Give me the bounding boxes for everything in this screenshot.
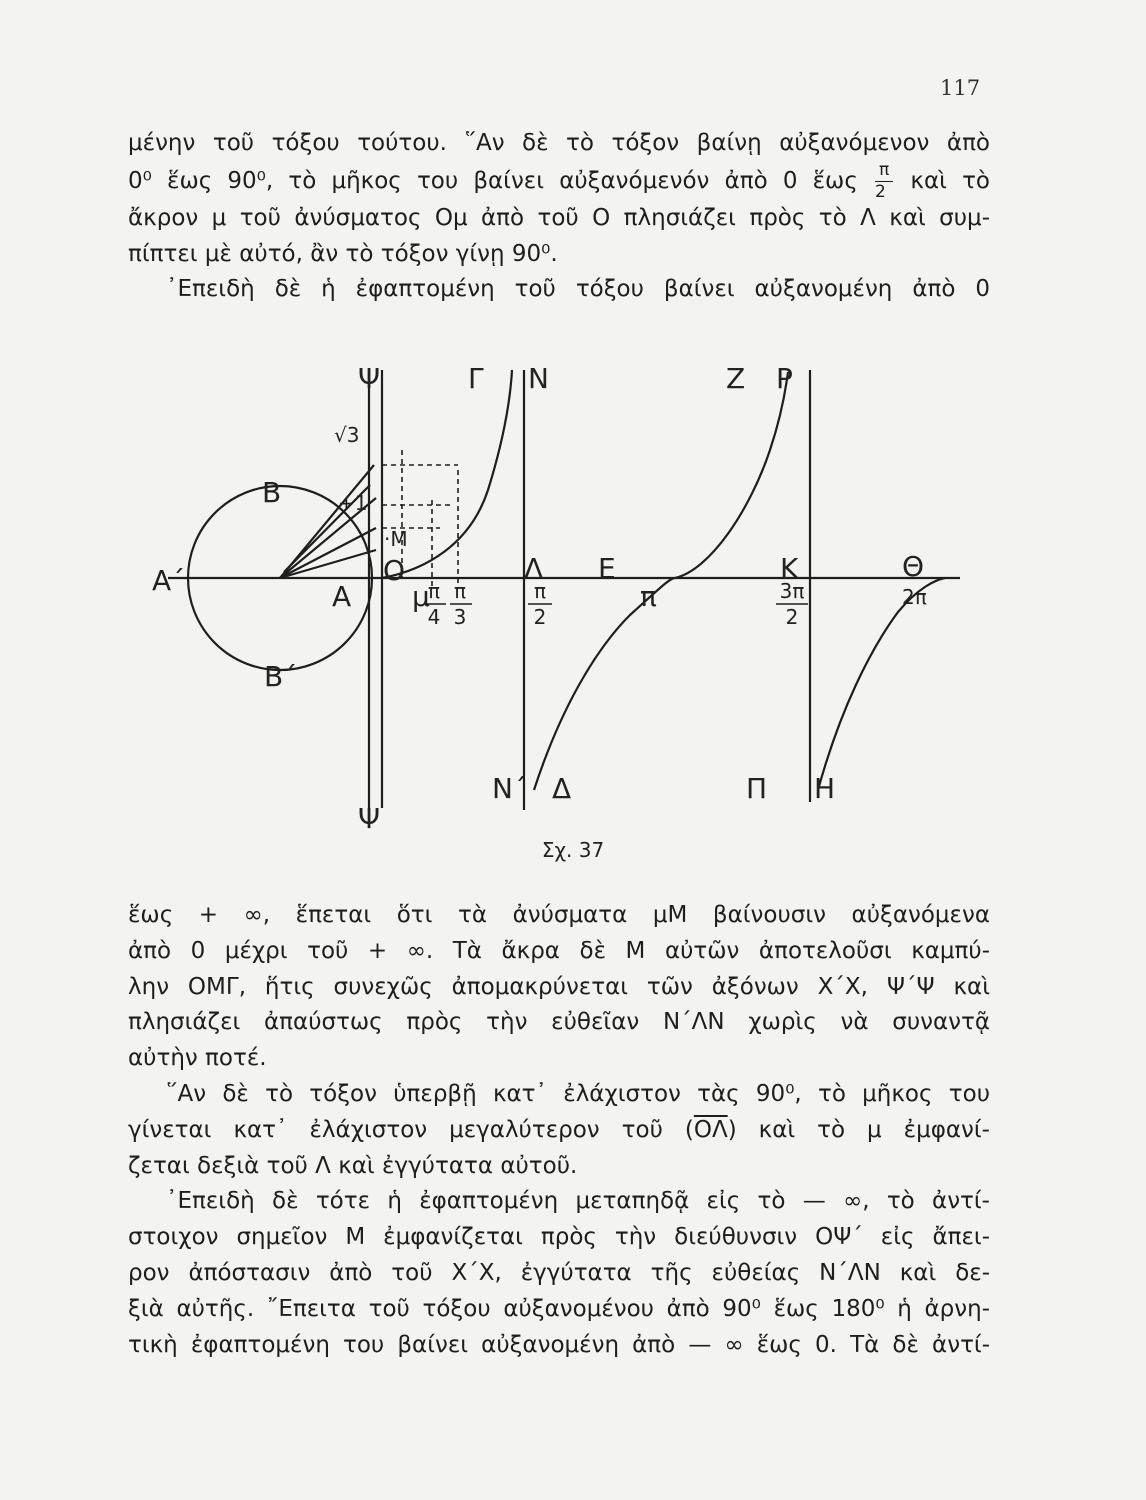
- tangent-curve-branch-2: [534, 372, 788, 790]
- text-line: ζεται δεξιὰ τοῦ Λ καὶ ἐγγύτατα αὐτοῦ.: [128, 1152, 578, 1179]
- label-three-pi2-num: 3π: [779, 579, 805, 603]
- text-line: ρον ἀπόστασιν ἀπὸ τοῦ Χ΄Χ, ἐγγύτατα τῆς εὐθείας Ν΄ΛΝ καὶ δε-: [128, 1259, 990, 1286]
- label-zeta: Ζ: [726, 362, 746, 395]
- label-lambda: Λ: [524, 552, 544, 585]
- text-line: ξιὰ αὐτῆς. ῎Επειτα τοῦ τόξου αὐξανομένου ἀπὸ 90⁰ ἕως 180⁰ ἡ ἀρνη-: [128, 1295, 990, 1322]
- text-line: μένην τοῦ τόξου τούτου. ῞Αν δὲ τὸ τόξον βαίνῃ αὐξανόμενον ἀπὸ: [128, 130, 990, 156]
- text-segment: γίνεται κατ᾿ ἐλάχιστον μεγαλύτερον τοῦ (: [128, 1116, 694, 1143]
- label-m: ·Μ: [384, 527, 408, 551]
- fraction-pi-over-2: $\frac{\pi}{2}$: [875, 162, 893, 201]
- figure-caption: Σχ. 37: [541, 838, 605, 862]
- label-alpha: Α: [332, 580, 352, 613]
- label-a-prime: Α΄: [152, 564, 186, 597]
- label-rho: Ρ: [776, 362, 793, 395]
- text-line: ἄκρον μ τοῦ ἀνύσματος Ομ ἀπὸ τοῦ Ο πλησιάζει πρὸς τὸ Λ καὶ συμ-: [128, 204, 990, 231]
- top-paragraph: [128, 126, 990, 308]
- bottom-paragraph: [128, 898, 990, 1363]
- text-segment: 0⁰ ἕως 90⁰, τὸ μῆκος του βαίνει αὐξανόμενόν ἀπὸ 0 ἕως: [128, 167, 858, 194]
- label-two-pi: 2π: [902, 585, 927, 609]
- overlined-segment-ol: $\overline{O\Lambda}$: [693, 1116, 728, 1143]
- label-epsilon: Ε: [598, 552, 616, 585]
- label-mu: μ: [412, 580, 430, 613]
- radius-line: [280, 528, 376, 578]
- tangent-curve-branch-3: [818, 578, 945, 790]
- label-sqrt3: √3: [334, 423, 360, 447]
- label-gamma: Γ: [468, 362, 484, 395]
- label-theta: Θ: [902, 550, 925, 583]
- label-beta-prime: Β΄: [264, 660, 298, 693]
- label-pi-upper: Π: [746, 772, 768, 805]
- text-line: πλησιάζει ἀπαύστως πρὸς τὴν εὐθεῖαν Ν΄ΛΝ χωρὶς νὰ συναντᾷ: [128, 1009, 990, 1036]
- text-segment: καὶ τὸ: [910, 167, 991, 194]
- text-line: ᾿Επειδὴ δὲ τότε ἡ ἐφαπτομένη μεταπηδᾷ εἰς τὸ — ∞, τὸ ἀντί-: [166, 1188, 990, 1215]
- label-pi4-den: 4: [427, 605, 441, 629]
- label-nu-top: Ν: [528, 362, 549, 395]
- label-beta: Β: [262, 476, 282, 509]
- figure-tangent-diagram: [150, 350, 970, 830]
- text-line: τικὴ ἐφαπτομένη του βαίνει αὐξανομένη ἀπὸ — ∞ ἕως 0. Τὰ δὲ ἀντί-: [128, 1331, 990, 1358]
- label-psi-bottom: Ψ: [358, 802, 381, 830]
- text-line: ἕως + ∞, ἕπεται ὅτι τὰ ἀνύσματα μΜ βαίνουσιν αὐξανόμενα: [128, 902, 990, 928]
- label-kappa: Κ: [780, 552, 799, 585]
- label-pi2-den: 2: [533, 605, 547, 629]
- text-line: πίπτει μὲ αὐτό, ἂν τὸ τόξον γίνῃ 90⁰.: [128, 240, 558, 267]
- label-pi3-den: 3: [453, 605, 467, 629]
- text-line-with-overline: [128, 1113, 990, 1149]
- label-delta: Δ: [552, 772, 572, 805]
- label-plus-one: +1: [338, 491, 368, 515]
- label-three-pi2-den: 2: [785, 605, 799, 629]
- text-line-with-fraction: [128, 159, 991, 202]
- label-eta: Η: [814, 772, 836, 805]
- label-pi3-num: π: [453, 579, 467, 603]
- text-line: ᾿Επειδὴ δὲ ἡ ἐφαπτομένη τοῦ τόξου βαίνει αὐξανομένη ἀπὸ 0: [166, 276, 990, 303]
- text-line: στοιχον σημεῖον Μ ἐμφανίζεται πρὸς τὴν διεύθυνσιν ΟΨ΄ εἰς ἄπει-: [128, 1224, 990, 1251]
- text-line: λην ΟΜΓ, ἥτις συνεχῶς ἀπομακρύνεται τῶν ἀξόνων Χ΄Χ, Ψ΄Ψ καὶ: [128, 973, 990, 1000]
- page-number: 117: [940, 76, 981, 100]
- text-segment: ) καὶ τὸ μ ἐμφανί-: [727, 1116, 990, 1143]
- text-line: ῞Αν δὲ τὸ τόξον ὑπερβῇ κατ᾿ ἐλάχιστον τὰς 90⁰, τὸ μῆκος του: [166, 1080, 990, 1107]
- label-pi4-num: π: [427, 579, 441, 603]
- label-pi2-num: π: [533, 579, 547, 603]
- label-nu-prime: Ν΄: [492, 772, 527, 805]
- text-line: αὐτὴν ποτέ.: [128, 1045, 267, 1072]
- text-line: ἀπὸ 0 μέχρι τοῦ + ∞. Τὰ ἄκρα δὲ Μ αὐτῶν ἀποτελοῦσι καμπύ-: [128, 937, 990, 964]
- label-o: Ο: [383, 554, 406, 587]
- label-psi-top: Ψ: [358, 362, 381, 395]
- label-pi: π: [640, 580, 657, 613]
